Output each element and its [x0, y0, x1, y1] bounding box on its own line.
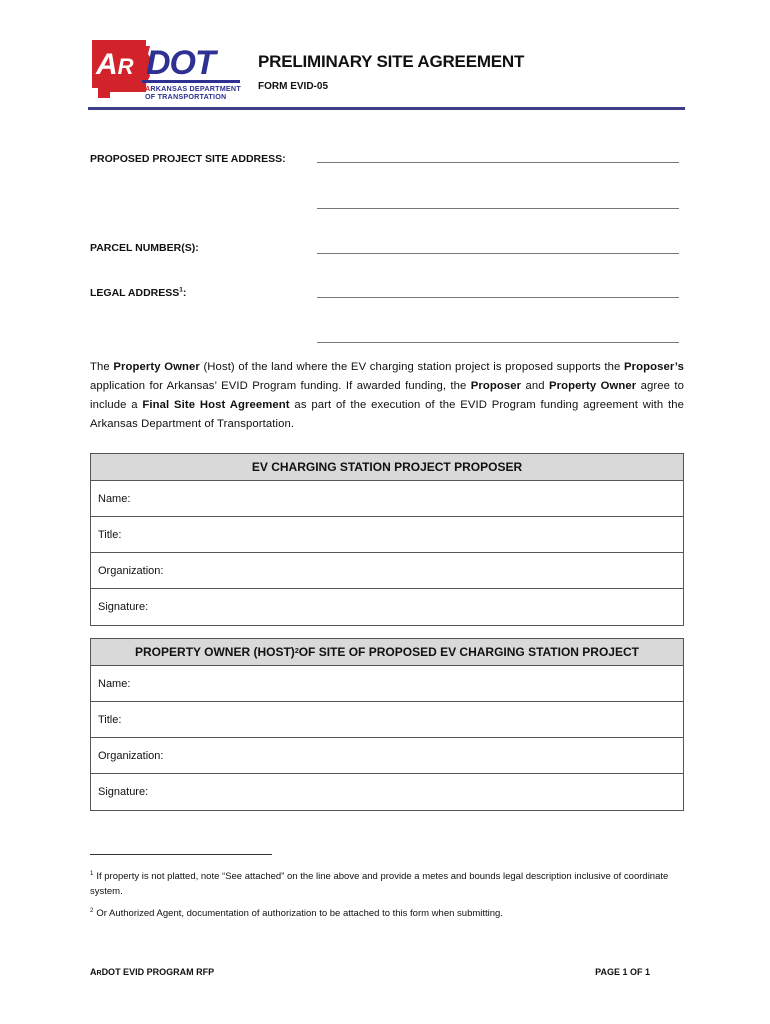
owner-signature-field[interactable]: Signature:	[98, 786, 149, 798]
legal-address-label: LEGAL ADDRESS$^1$:	[90, 286, 187, 299]
proposer-title-field[interactable]: Title:	[91, 517, 683, 553]
parcel-number-label: PARCEL NUMBER(S):	[90, 242, 199, 254]
footnote-divider	[90, 854, 272, 855]
parcel-number-line[interactable]	[317, 253, 679, 254]
footer-program-name: ARDOT EVID PROGRAM RFP	[90, 967, 215, 977]
agreement-paragraph: The Property Owner (Host) of the land where the EV charging station project is proposed supports the Proposer’s application for Arkansas’ EVID Program funding. If awarded funding, the Proposer and Property Owner agree to include a Final Site Host Agreement as part of the execution of the EVID Program funding agreement with the Arkansas Department of Transportation.	[90, 361, 685, 430]
logo-wordmark-ar: AR	[96, 48, 134, 81]
page-title: PRELIMINARY SITE AGREEMENT	[258, 52, 525, 71]
footnote-1: $^1$ If property is not platted, note “See attached” on the line above and provide a metes and bounds legal description inclusive of coordinate system.	[90, 870, 669, 897]
site-address-line-1[interactable]	[317, 162, 679, 163]
owner-table	[90, 638, 684, 811]
owner-title-field[interactable]: Title:	[91, 702, 683, 738]
owner-organization-field[interactable]: Organization:	[91, 738, 683, 774]
proposer-organization-field[interactable]: Organization:	[91, 553, 683, 589]
ardot-logo	[90, 38, 250, 102]
proposer-table-header: EV CHARGING STATION PROJECT PROPOSER	[91, 454, 683, 481]
proposer-name-field[interactable]: Name:	[91, 481, 683, 517]
header-divider	[88, 107, 685, 110]
site-address-line-2[interactable]	[317, 208, 679, 209]
logo-wordmark-dot: DOT	[146, 44, 215, 82]
logo-line-2: OF TRANSPORTATION	[145, 92, 227, 101]
footnote-ref-1: 1	[179, 286, 183, 294]
logo-line-1: ARKANSAS DEPARTMENT	[145, 84, 241, 93]
owner-name-field[interactable]: Name:	[91, 666, 683, 702]
owner-table-header: PROPERTY OWNER (HOST) 2 OF SITE OF PROPOSED EV CHARGING STATION PROJECT	[91, 639, 683, 666]
footnote-2: $^2$ Or Authorized Agent, documentation of authorization to be attached to this form when submitting.	[90, 907, 503, 919]
site-address-label: PROPOSED PROJECT SITE ADDRESS:	[90, 153, 286, 165]
form-number: FORM EVID-05	[258, 81, 329, 92]
footer-page-number: PAGE 1 OF 1	[595, 967, 650, 977]
legal-address-line-1[interactable]	[317, 297, 679, 298]
proposer-table	[90, 453, 684, 626]
legal-address-line-2[interactable]	[317, 342, 679, 343]
proposer-signature-field[interactable]: Signature:	[98, 601, 149, 613]
